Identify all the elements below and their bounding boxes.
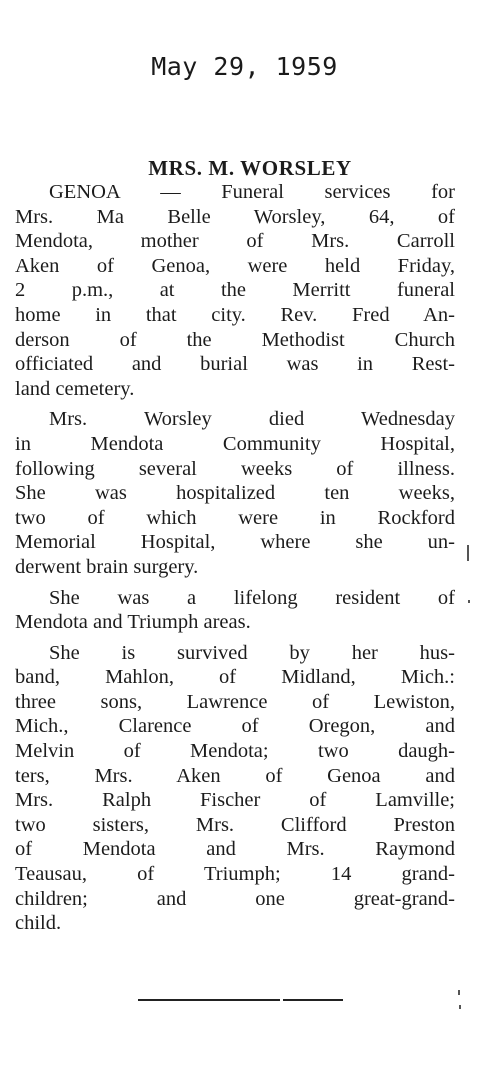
text-line: Mrs. Worsley died Wednesday [49,408,455,431]
paragraph-death-details [15,407,455,579]
text-line: She was a lifelong resident of [49,586,455,609]
text-line: two sisters, Mrs. Clifford Preston [15,813,455,836]
obituary-headline: MRS. M. WORSLEY [148,156,352,180]
text-line: Memorial Hospital, where she un- [15,531,455,554]
text-line: following several weeks of illness. [15,457,455,480]
obituary-clipping [15,156,455,936]
end-rule [138,999,343,1001]
text-line: Melvin of Mendota; two daugh- [15,740,455,763]
paragraph-survivors [15,641,455,936]
scan-speck [467,545,469,561]
text-line: land cemetery. [15,377,135,400]
text-line: Mich., Clarence of Oregon, and [15,715,455,738]
paragraph-funeral-services [15,180,455,401]
text-line: home in that city. Rev. Fred An- [15,303,455,326]
text-line: derson of the Methodist Church [15,328,455,351]
text-line: Aken of Genoa, were held Friday, [15,254,455,277]
text-line: Teausau, of Triumph; 14 grand- [15,863,455,886]
text-line: Mendota, mother of Mrs. Carroll [15,230,455,253]
text-line: of Mendota and Mrs. Raymond [15,838,455,861]
scan-speck [458,990,460,995]
text-line: band, Mahlon, of Midland, Mich.: [15,666,455,689]
text-line: Mendota and Triumph areas. [15,611,251,634]
text-line: children; and one great-grand- [15,887,455,910]
text-line: officiated and burial was in Rest- [15,353,455,376]
text-line: child. [15,912,62,935]
scan-speck [468,600,470,603]
text-line: GENOA — Funeral services for [49,181,455,203]
text-line: 2 p.m., at the Merritt funeral [15,279,455,302]
text-line: ters, Mrs. Aken of Genoa and [15,764,455,787]
text-line: She is survived by her hus- [49,641,455,664]
text-line: derwent brain surgery. [15,555,199,578]
clipping-date: May 29, 1959 [151,52,338,81]
text-line: in Mendota Community Hospital, [15,432,455,455]
text-line: She was hospitalized ten weeks, [15,482,455,505]
text-line: two of which were in Rockford [15,506,455,529]
text-line: three sons, Lawrence of Lewiston, [15,690,455,713]
paragraph-residence [15,586,455,635]
text-line: Mrs. Ralph Fischer of Lamville; [15,789,455,812]
text-line: Mrs. Ma Belle Worsley, 64, of [15,205,455,228]
scan-speck [459,1005,461,1009]
